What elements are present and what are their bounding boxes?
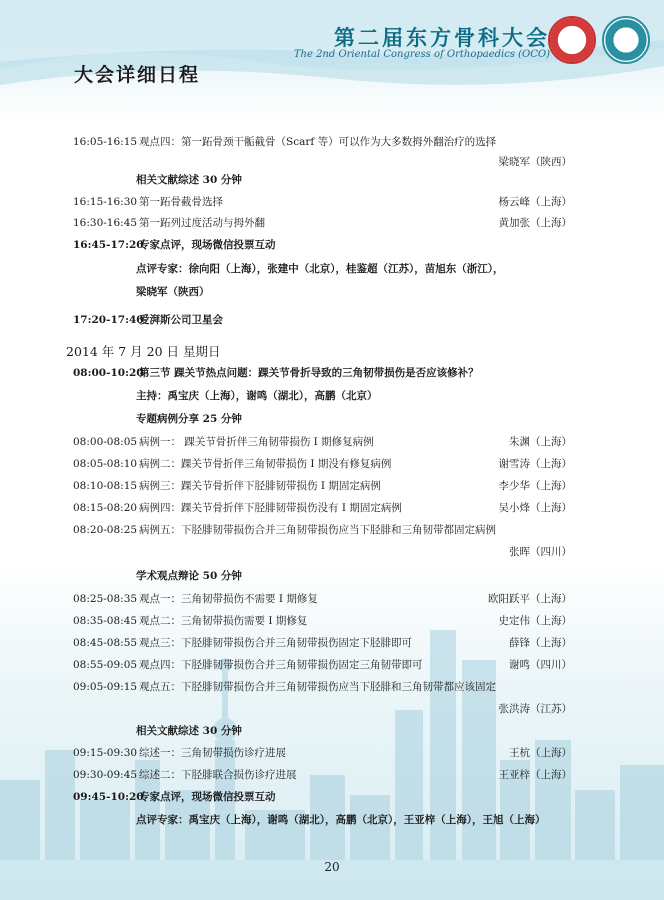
schedule-topic: 点评专家：徐向阳（上海），张建中（北京），桂鉴超（江苏），苗旭东（浙江）， — [136, 263, 504, 275]
schedule-topic: 观点一：三角韧带损伤不需要 I 期修复 — [139, 593, 318, 605]
schedule-topic: 病例三：踝关节骨折伴下胫腓韧带损伤 I 期固定病例 — [139, 480, 381, 492]
schedule-speaker: 张洪涛（江苏） — [498, 703, 572, 715]
schedule-time: 08:10-08:15 — [73, 480, 138, 492]
schedule-time: 09:30-09:45 — [73, 769, 138, 781]
oco-logo — [602, 16, 650, 64]
schedule-topic: 专家点评，现场微信投票互动 — [139, 239, 276, 251]
schedule-topic: 专家点评，现场微信投票互动 — [139, 791, 276, 803]
schedule-time: 09:15-09:30 — [73, 747, 138, 759]
schedule-speaker: 吴小烽（上海） — [498, 502, 572, 514]
schedule-speaker: 王亚梓（上海） — [498, 769, 572, 781]
schedule-topic: 梁晓军（陕西） — [136, 286, 210, 298]
schedule-topic: 观点二：三角韧带损伤需要 I 期修复 — [139, 615, 308, 627]
schedule-speaker: 欧阳跃平（上海） — [488, 593, 572, 605]
schedule-topic: 主持：禹宝庆（上海），谢鸣（湖北），高鹏（北京） — [136, 390, 378, 402]
schedule-speaker: 王杭（上海） — [509, 747, 572, 759]
schedule-date: 2014 年 7 月 20 日 星期日 — [66, 344, 221, 359]
schedule-speaker: 黄加张（上海） — [498, 217, 572, 229]
page-number: 20 — [324, 860, 340, 874]
schedule-time: 08:00-08:05 — [73, 436, 138, 448]
schedule-time: 17:20-17:40 — [73, 314, 144, 326]
schedule-topic: 第一跖列过度活动与拇外翻 — [139, 217, 265, 229]
schedule-speaker: 谢鸣（四川） — [509, 659, 572, 671]
schedule-speaker: 张晖（四川） — [509, 546, 572, 558]
schedule-topic: 病例四：踝关节骨折伴下胫腓韧带损伤没有 I 期固定病例 — [139, 502, 402, 514]
schedule-speaker: 梁晓军（陕西） — [498, 156, 572, 168]
schedule-topic: 学术观点辩论 50 分钟 — [136, 570, 242, 582]
schedule-time: 08:35-08:45 — [73, 615, 138, 627]
schedule-time: 09:05-09:15 — [73, 681, 138, 693]
schedule-topic: 点评专家：禹宝庆（上海），谢鸣（湖北），高鹏（北京），王亚梓（上海），王旭（上海） — [136, 814, 546, 826]
schedule-topic: 病例五：下胫腓韧带损伤合并三角韧带损伤应当下胫腓和三角韧带都固定病例 — [139, 524, 496, 536]
schedule-topic: 爱湃斯公司卫星会 — [139, 314, 223, 326]
schedule-topic: 观点五：下胫腓韧带损伤合并三角韧带损伤应当下胫腓和三角韧带都应该固定 — [139, 681, 496, 693]
schedule-speaker: 朱渊（上海） — [509, 436, 572, 448]
section-title: 大会详细日程 — [74, 64, 201, 86]
schedule-topic: 相关文献综述 30 分钟 — [136, 725, 242, 737]
schedule-time: 16:45-17:20 — [73, 239, 144, 251]
schedule-topic: 第三节 踝关节热点问题：踝关节骨折导致的三角韧带损伤是否应该修补？ — [139, 367, 479, 379]
chinese-association-logo — [548, 16, 596, 64]
schedule-speaker: 杨云峰（上海） — [498, 196, 572, 208]
schedule-topic: 观点四：下胫腓韧带损伤合并三角韧带损伤固定三角韧带即可 — [139, 659, 423, 671]
schedule-topic: 观点三：下胫腓韧带损伤合并三角韧带损伤固定下胫腓即可 — [139, 637, 412, 649]
schedule-time: 08:25-08:35 — [73, 593, 138, 605]
conference-title: 第二届东方骨科大会 — [334, 25, 550, 50]
schedule-time: 16:30-16:45 — [73, 217, 138, 229]
city-skyline-background — [0, 560, 664, 900]
schedule-time: 09:45-10:20 — [73, 791, 144, 803]
schedule-time: 08:05-08:10 — [73, 458, 138, 470]
conference-subtitle: The 2nd Oriental Congress of Orthopaedics (OCO) — [293, 49, 550, 60]
schedule-topic: 相关文献综述 30 分钟 — [136, 174, 242, 186]
schedule-topic: 观点四：第一跖骨颈干骺截骨（Scarf 等）可以作为大多数拇外翻治疗的选择 — [139, 136, 497, 148]
schedule-time: 08:55-09:05 — [73, 659, 138, 671]
schedule-speaker: 史定伟（上海） — [498, 615, 572, 627]
schedule-time: 16:15-16:30 — [73, 196, 138, 208]
schedule-time: 16:05-16:15 — [73, 136, 138, 148]
schedule-time: 08:20-08:25 — [73, 524, 138, 536]
schedule-topic: 病例二：踝关节骨折伴三角韧带损伤 I 期没有修复病例 — [139, 458, 392, 470]
schedule-speaker: 李少华（上海） — [498, 480, 572, 492]
schedule-time: 08:00-10:20 — [73, 367, 144, 379]
schedule-topic: 专题病例分享 25 分钟 — [136, 413, 242, 425]
schedule-speaker: 谢雪涛（上海） — [498, 458, 572, 470]
schedule-time: 08:45-08:55 — [73, 637, 138, 649]
schedule-topic: 病例一： 踝关节骨折伴三角韧带损伤 I 期修复病例 — [139, 436, 374, 448]
schedule-speaker: 薛锋（上海） — [509, 637, 572, 649]
schedule-time: 08:15-08:20 — [73, 502, 138, 514]
schedule-topic: 综述一：三角韧带损伤诊疗进展 — [139, 747, 286, 759]
schedule-topic: 综述二：下胫腓联合损伤诊疗进展 — [139, 769, 297, 781]
schedule-topic: 第一跖骨截骨选择 — [139, 196, 223, 208]
